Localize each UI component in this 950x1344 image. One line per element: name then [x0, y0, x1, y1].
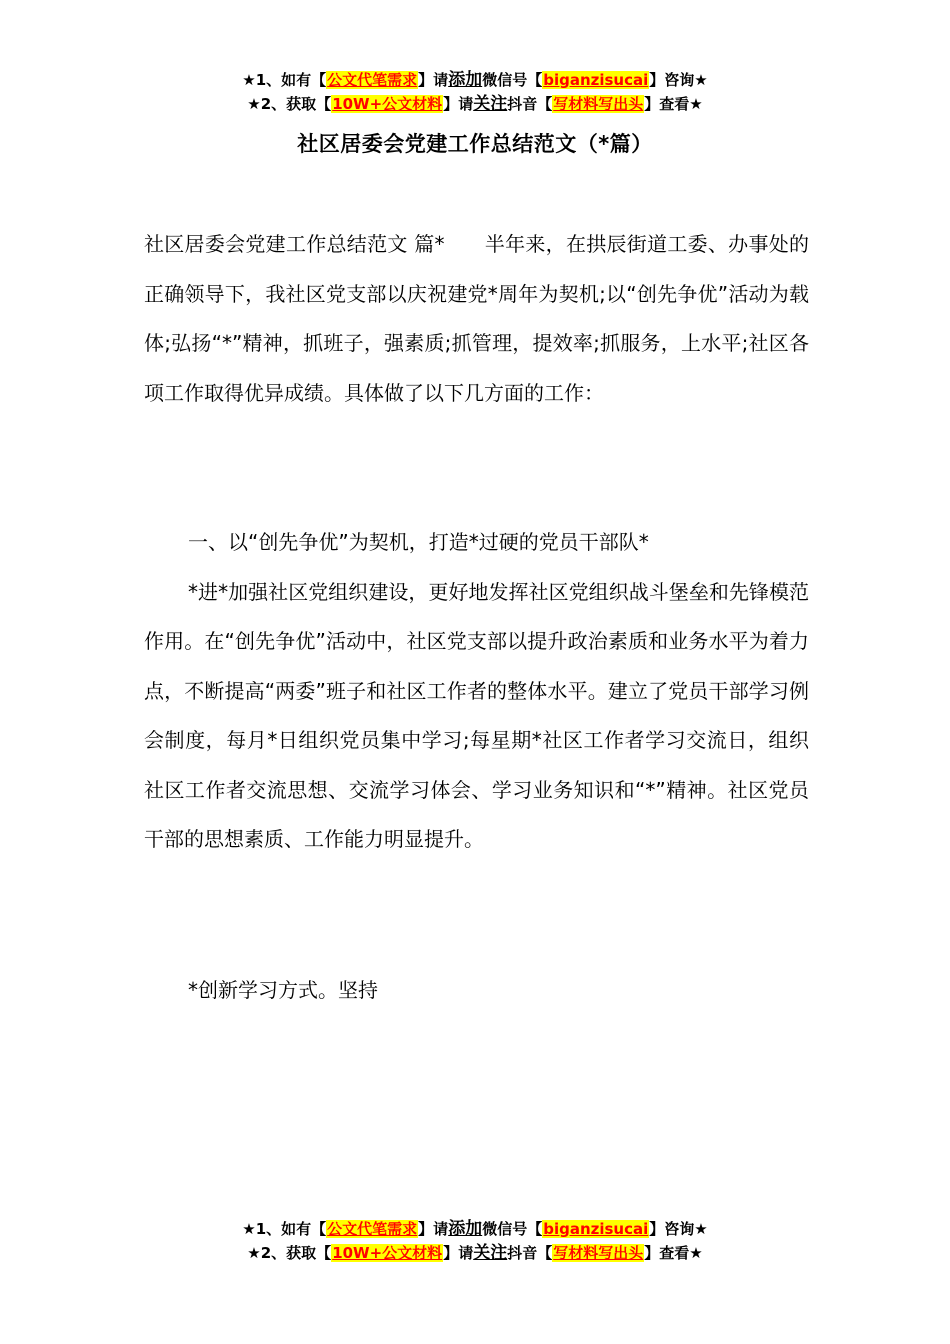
intro-paragraph [144, 220, 809, 418]
banner-text: ★2、获取【 [247, 1244, 332, 1262]
banner-highlight: biganzisucai [543, 71, 649, 89]
banner-text: 微信号【 [482, 71, 543, 89]
banner-text: 】请 [418, 71, 449, 89]
section-1-paragraph: *进*加强社区党组织建设，更好地发挥社区党组织战斗堡垒和先锋模范作用。在“创先争优”活动中，社区党支部以提升政治素质和业务水平为着力点，不断提高“两委”班子和社区工作者的整体水平。建立了党员干部学习例会制度，每月*日组织党员集中学习;每星期*社区工作者学习交流日，组织社区工作者交流思想、交流学习体会、学习业务知识和“*”精神。社区党员干部的思想素质、工作能力明显提升。 [144, 579, 809, 851]
banner-text: 】查看★ [644, 95, 703, 113]
banner-text: 抖音【 [507, 1244, 553, 1262]
banner-text: ★1、如有【 [242, 71, 327, 89]
document-title: 社区居委会党建工作总结范文（*篇） [297, 132, 653, 156]
bottom-banner [0, 1217, 950, 1265]
intro-text: 半年来，在拱辰街道工委、办事处的正确领导下，我社区党支部以庆祝建党*周年为契机;以“创先争优”活动为载体;弘扬“*”精神，抓班子，强素质;抓管理，提效率;抓服务，上水平;社区各项工作取得优异成绩。具体做了以下几方面的工作： [144, 232, 810, 405]
banner-text: 】咨询★ [649, 1220, 708, 1238]
banner-highlight: 写材料写出头 [553, 1244, 644, 1262]
banner-highlight: 公文代笔需求 [327, 1220, 418, 1238]
banner-line-1 [0, 1217, 950, 1241]
banner-highlight: biganzisucai [543, 1220, 649, 1238]
banner-emphasis: 添加 [448, 70, 483, 90]
banner-text: 】查看★ [644, 1244, 703, 1262]
top-banner [0, 68, 950, 116]
banner-emphasis: 关注 [473, 94, 508, 114]
section-2-paragraph: *创新学习方式。坚持 [188, 978, 378, 1002]
banner-highlight: 10W+公文材料 [332, 95, 443, 113]
banner-text: 微信号【 [482, 1220, 543, 1238]
banner-text: 】请 [443, 95, 474, 113]
banner-highlight: 公文代笔需求 [327, 71, 418, 89]
banner-highlight: 写材料写出头 [553, 95, 644, 113]
banner-line-2 [0, 92, 950, 116]
banner-text: 抖音【 [507, 95, 553, 113]
banner-line-1 [0, 68, 950, 92]
banner-text: ★2、获取【 [247, 95, 332, 113]
banner-text: 】咨询★ [649, 71, 708, 89]
section-1-heading: 一、以“创先争优”为契机，打造*过硬的党员干部队* [188, 530, 649, 554]
intro-heading: 社区居委会党建工作总结范文 篇* [144, 232, 445, 256]
banner-line-2 [0, 1241, 950, 1265]
banner-emphasis: 关注 [473, 1243, 508, 1263]
section-2 [144, 966, 809, 1016]
section-1 [144, 518, 809, 865]
banner-text: 】请 [443, 1244, 474, 1262]
banner-text: 】请 [418, 1220, 449, 1238]
banner-text: ★1、如有【 [242, 1220, 327, 1238]
banner-emphasis: 添加 [448, 1219, 483, 1239]
banner-highlight: 10W+公文材料 [332, 1244, 443, 1262]
